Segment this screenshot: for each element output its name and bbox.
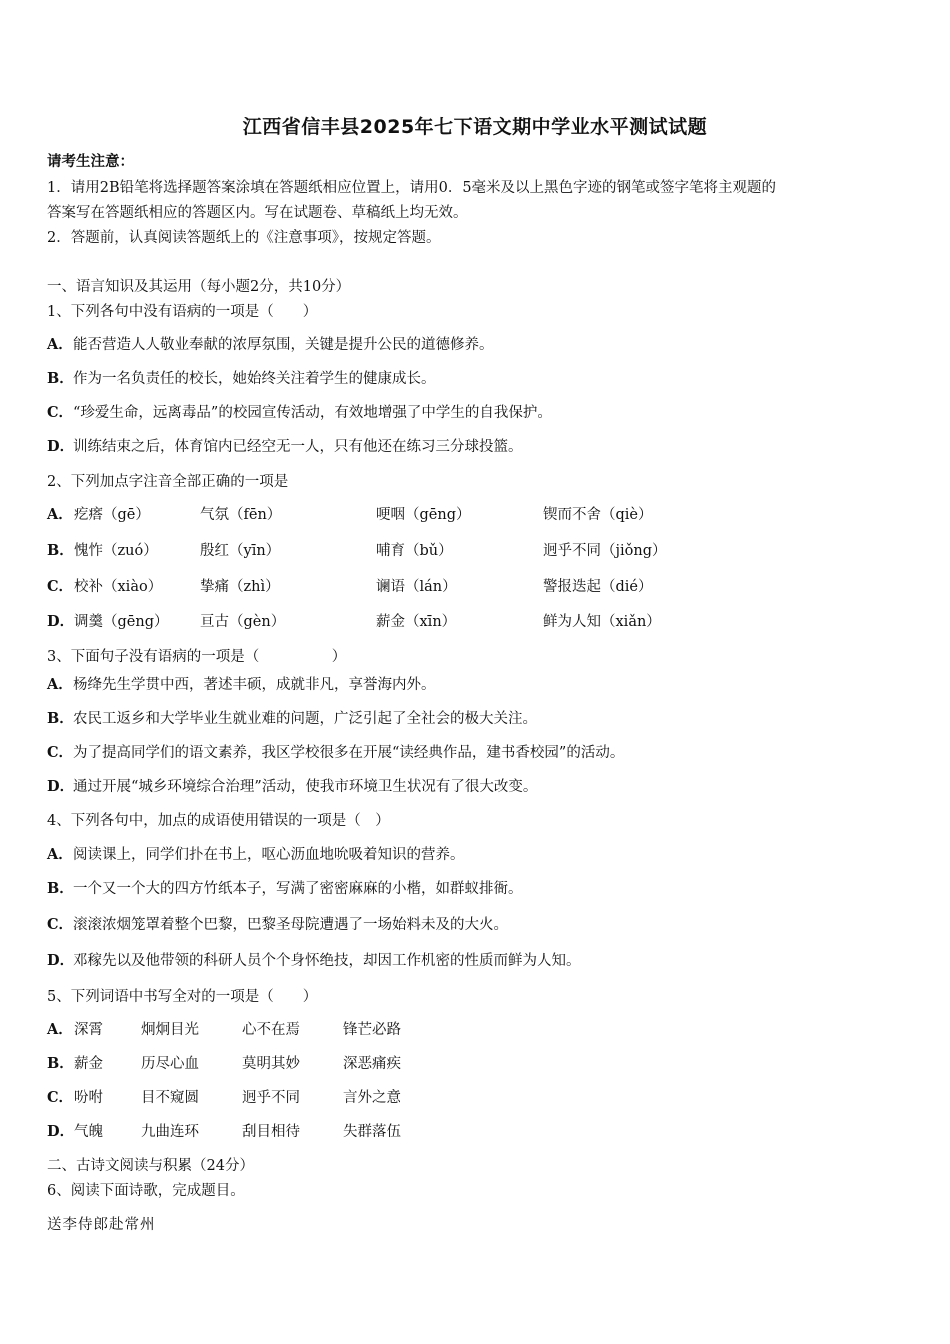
option-cell: 调羹（gēng）: [74, 614, 169, 630]
notice-item: 1．请用2B铅笔将选择题答案涂填在答题纸相应位置上，请用0．5毫米及以上黑色字迹的钢笔或签字笔将主观题的: [47, 180, 777, 196]
option-label: A．: [47, 846, 73, 863]
option-cell: 挚痛（zhì）: [200, 579, 280, 595]
option-row: [47, 915, 907, 935]
option-cell: 气魄: [74, 1124, 103, 1140]
option-text: 作为一名负责任的校长，她始终关注着学生的健康成长。: [73, 371, 436, 387]
option-row: [47, 403, 907, 423]
option-text: 训练结束之后，体育馆内已经空无一人，只有他还在练习三分球投篮。: [73, 439, 523, 455]
option-cell: 言外之意: [343, 1090, 401, 1106]
option-row: [47, 845, 907, 865]
option-cell: 目不窥圆: [141, 1090, 199, 1106]
option-cell: 愧怍（zuó）: [74, 543, 158, 559]
option-cell: 莫明其妙: [242, 1056, 300, 1072]
question-stem: 3、下面句子没有语病的一项是（ ）: [47, 649, 347, 665]
option-row: [47, 709, 907, 729]
option-cell: 谰语（lán）: [376, 579, 457, 595]
option-text: 一个又一个大的四方竹纸本子，写满了密密麻麻的小楷，如群蚁排衙。: [73, 881, 523, 897]
option-label: C．: [47, 1089, 74, 1106]
option-label: D．: [47, 778, 75, 795]
option-label: B．: [47, 370, 74, 387]
option-label: B．: [47, 1055, 74, 1072]
option-cell: 历尽心血: [141, 1056, 199, 1072]
question-stem: 6、阅读下面诗歌，完成题目。: [47, 1183, 245, 1199]
notice-item: 2．答题前，认真阅读答题纸上的《注意事项》，按规定答题。: [47, 230, 441, 246]
option-label: D．: [47, 438, 75, 455]
option-row: [47, 743, 907, 763]
option-label: C．: [47, 916, 74, 933]
option-text: 邓稼先以及他带领的科研人员个个身怀绝技，却因工作机密的性质而鲜为人知。: [73, 953, 581, 969]
option-text: “珍爱生命，远离毒品”的校园宣传活动，有效地增强了中学生的自我保护。: [73, 405, 552, 421]
option-label: D．: [47, 952, 75, 969]
option-cell: 深恶痛疾: [343, 1056, 401, 1072]
option-text: 为了提高同学们的语文素养，我区学校很多在开展“读经典作品，建书香校园”的活动。: [73, 745, 625, 761]
option-row: [47, 951, 907, 971]
option-label: C．: [47, 578, 74, 595]
option-cell: 气氛（fēn）: [200, 507, 282, 523]
question-stem: 2、下列加点字注音全部正确的一项是: [47, 474, 289, 490]
option-cell: 心不在焉: [242, 1022, 300, 1038]
option-cell: 殷红（yīn）: [200, 543, 281, 559]
option-cell: 深霄: [74, 1022, 103, 1038]
option-row: [47, 335, 907, 355]
option-label: B．: [47, 880, 74, 897]
option-row: [47, 777, 907, 797]
question-stem: 5、下列词语中书写全对的一项是（ ）: [47, 989, 318, 1005]
option-cell: 疙瘩（gē）: [74, 507, 150, 523]
option-cell: 亘古（gèn）: [200, 614, 286, 630]
option-text: 通过开展“城乡环境综合治理”活动，使我市环境卫生状况有了很大改变。: [73, 779, 538, 795]
option-cell: 刮目相待: [242, 1124, 300, 1140]
option-cell: 迥乎不同（jiǒng）: [543, 543, 667, 559]
option-row: [47, 437, 907, 457]
option-cell: 薪金（xīn）: [376, 614, 457, 630]
option-text: 滚滚浓烟笼罩着整个巴黎，巴黎圣母院遭遇了一场始料未及的大火。: [73, 917, 508, 933]
option-cell: 九曲连环: [141, 1124, 199, 1140]
notice-heading: 请考生注意：: [47, 153, 134, 170]
option-label: D．: [47, 1123, 75, 1140]
option-text: 农民工返乡和大学毕业生就业难的问题，广泛引起了全社会的极大关注。: [73, 711, 537, 727]
section-heading: 二、古诗文阅读与积累（24分）: [47, 1158, 254, 1174]
option-cell: 警报迭起（dié）: [543, 579, 653, 595]
option-cell: 薪金: [74, 1056, 103, 1072]
option-text: 能否营造人人敬业奉献的浓厚氛围，关键是提升公民的道德修养。: [73, 337, 494, 353]
page-title: 江西省信丰县2025年七下语文期中学业水平测试试题: [242, 116, 708, 138]
option-cell: 鲜为人知（xiǎn）: [543, 614, 661, 630]
option-label: B．: [47, 710, 74, 727]
option-cell: 迥乎不同: [242, 1090, 300, 1106]
option-cell: 校补（xiào）: [74, 579, 163, 595]
option-row: [47, 675, 907, 695]
option-cell: 锋芒必路: [343, 1022, 401, 1038]
option-label: C．: [47, 744, 74, 761]
poem-title: 送李侍郎赴常州: [47, 1217, 156, 1233]
notice-item: 答案写在答题纸相应的答题区内。写在试题卷、草稿纸上均无效。: [47, 205, 468, 221]
option-label: B．: [47, 542, 74, 559]
option-label: C．: [47, 404, 74, 421]
option-cell: 锲而不舍（qiè）: [543, 507, 653, 523]
option-cell: 失群落伍: [343, 1124, 401, 1140]
option-row: [47, 369, 907, 389]
option-cell: 哽咽（gēng）: [376, 507, 471, 523]
section-heading: 一、语言知识及其运用（每小题2分，共10分）: [47, 279, 351, 295]
option-label: A．: [47, 1021, 73, 1038]
question-stem: 1、下列各句中没有语病的一项是（ ）: [47, 304, 318, 320]
option-cell: 炯炯目光: [141, 1022, 199, 1038]
option-label: D．: [47, 613, 75, 630]
option-row: [47, 879, 907, 899]
question-stem: 4、下列各句中，加点的成语使用错误的一项是（ ）: [47, 813, 390, 829]
option-text: 杨绛先生学贯中西，著述丰硕，成就非凡，享誉海内外。: [73, 677, 436, 693]
option-cell: 哺育（bǔ）: [376, 543, 453, 559]
option-label: A．: [47, 336, 73, 353]
option-cell: 吩咐: [74, 1090, 103, 1106]
option-label: A．: [47, 506, 73, 523]
option-text: 阅读课上，同学们扑在书上，呕心沥血地吮吸着知识的营养。: [73, 847, 465, 863]
option-label: A．: [47, 676, 73, 693]
